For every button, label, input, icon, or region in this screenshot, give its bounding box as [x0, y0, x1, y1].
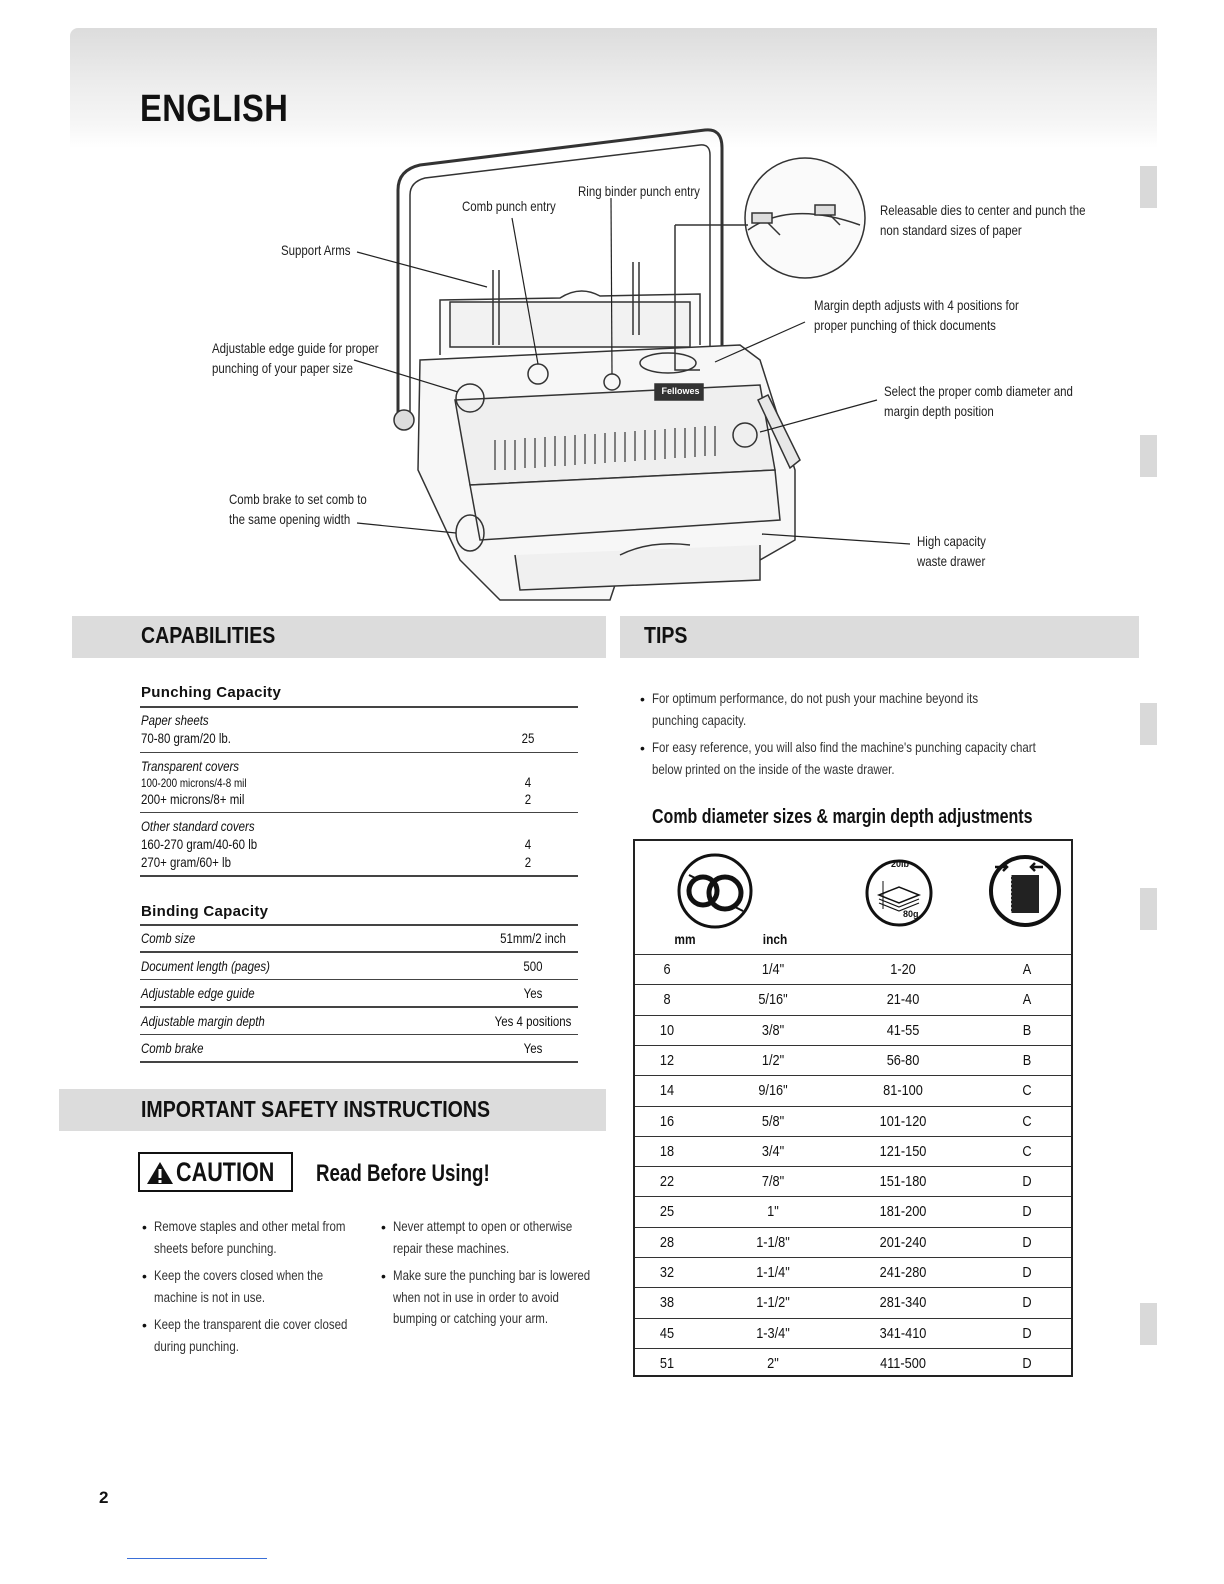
cell-inch: 1-3/4": [756, 1324, 790, 1342]
bullet-text: Make sure the punching bar is lowered: [393, 1267, 591, 1283]
table-row: [635, 1227, 1071, 1258]
cell-mm: 32: [659, 1264, 675, 1281]
divider: [140, 1006, 578, 1008]
bullet-text: sheets before punching.: [154, 1239, 277, 1256]
bullet-text: Never attempt to open or otherwise: [393, 1218, 573, 1234]
cell-inch: 1-1/2": [756, 1294, 790, 1312]
cell-sheets: 341-410: [879, 1324, 927, 1342]
bullet-icon: •: [142, 1219, 147, 1235]
paper-sheets-label: Paper sheets: [141, 712, 209, 728]
cell-sheets: 21-40: [886, 991, 920, 1009]
cell-pos: C: [1022, 1082, 1032, 1100]
binding-row-label: Adjustable edge guide: [141, 985, 255, 1001]
table-row: [635, 1348, 1071, 1379]
callout-waste-drawer: High capacity waste drawer: [917, 533, 986, 569]
callout-ring-binder-punch-entry: Ring binder punch entry: [578, 183, 700, 199]
tips-bar: [620, 616, 1139, 658]
divider: [140, 706, 578, 708]
cell-inch: 5/16": [758, 991, 788, 1009]
cell-pos: D: [1022, 1233, 1032, 1251]
bullet-text: bumping or catching your arm.: [393, 1310, 549, 1326]
binding-row-value: Yes: [523, 985, 543, 1001]
bullet-text: punching capacity.: [652, 711, 747, 728]
transparent-spec-1: 100-200 microns/4-8 mil: [141, 776, 247, 790]
table-row: [635, 1106, 1071, 1137]
cell-sheets: 151-180: [879, 1173, 927, 1191]
cell-sheets: 101-120: [879, 1112, 927, 1130]
callout-select-comb: Select the proper comb diameter and margin depth position: [884, 383, 1073, 419]
binding-row-value: 500: [523, 957, 543, 974]
cell-pos: B: [1022, 1051, 1032, 1069]
cell-sheets: 41-55: [886, 1021, 920, 1039]
cell-sheets: 411-500: [880, 1354, 926, 1372]
cell-inch: 1/2": [761, 1051, 785, 1069]
paper-sheets-value: 25: [521, 730, 535, 746]
table-row: [635, 1136, 1071, 1167]
side-tab: [1140, 703, 1157, 745]
comb-table-title: Comb diameter sizes & margin depth adjustments: [652, 806, 1033, 828]
other-covers-label: Other standard covers: [141, 818, 255, 834]
cell-sheets: 56-80: [886, 1051, 920, 1069]
paper-weight-top: 20lb: [891, 859, 910, 869]
col-inch: inch: [762, 931, 788, 947]
cell-inch: 1-1/8": [756, 1233, 790, 1251]
brand-plate: Fellowes: [661, 386, 700, 396]
bullet-icon: •: [640, 740, 645, 756]
binding-capacity-heading: Binding Capacity: [141, 903, 269, 920]
transparent-spec-2: 200+ microns/8+ mil: [141, 791, 245, 807]
bullet-text: machine is not in use.: [154, 1288, 266, 1305]
margin-depth-icon: [985, 853, 1065, 933]
table-row: [635, 984, 1071, 1015]
bullet-text: below printed on the inside of the waste drawer.: [652, 760, 895, 777]
cell-sheets: 201-240: [879, 1233, 927, 1251]
safety-title: IMPORTANT SAFETY INSTRUCTIONS: [141, 1096, 491, 1122]
binding-row-label: Adjustable margin depth: [141, 1012, 265, 1029]
comb-diameter-icon: [675, 851, 755, 931]
cell-sheets: 241-280: [879, 1264, 927, 1281]
bullet-text: when not in use in order to avoid: [393, 1288, 559, 1305]
cell-sheets: 1-20: [890, 961, 916, 978]
divider: [140, 1034, 578, 1036]
cell-inch: 3/8": [761, 1021, 785, 1039]
side-tab: [1140, 888, 1157, 930]
cell-pos: D: [1022, 1354, 1032, 1372]
bullet-icon: •: [381, 1219, 386, 1235]
paper-sheets-spec: 70-80 gram/20 lb.: [141, 730, 231, 746]
cell-mm: 18: [659, 1142, 675, 1160]
binding-row-value: 51mm/2 inch: [500, 930, 566, 946]
cell-pos: A: [1022, 991, 1032, 1009]
cell-pos: D: [1022, 1264, 1032, 1281]
capabilities-title: CAPABILITIES: [141, 622, 276, 648]
cell-inch: 9/16": [758, 1082, 788, 1100]
cell-sheets: 81-100: [883, 1082, 923, 1100]
bullet-text: Remove staples and other metal from: [154, 1218, 346, 1234]
binding-machine-illustration: [0, 0, 1224, 610]
cell-mm: 45: [659, 1324, 675, 1342]
page-number: 2: [99, 1488, 109, 1507]
bullet-icon: •: [142, 1268, 147, 1284]
cell-mm: 38: [659, 1294, 675, 1312]
cell-inch: 7/8": [761, 1173, 785, 1191]
cell-mm: 14: [659, 1082, 675, 1100]
bullet-icon: •: [142, 1317, 147, 1333]
cell-mm: 25: [659, 1203, 675, 1221]
transparent-value-1: 4: [524, 774, 532, 790]
table-row: [635, 1045, 1071, 1076]
callout-releasable-dies: Releasable dies to center and punch the non standard sizes of paper: [880, 202, 1086, 238]
bullet-text: repair these machines.: [393, 1239, 510, 1256]
cell-inch: 1-1/4": [756, 1264, 790, 1281]
other-value-2: 2: [524, 854, 532, 870]
cell-sheets: 281-340: [879, 1294, 927, 1312]
divider: [140, 951, 578, 953]
col-mm: mm: [674, 931, 696, 947]
other-value-1: 4: [524, 836, 532, 852]
bullet-icon: •: [381, 1268, 386, 1284]
language-title: ENGLISH: [140, 88, 289, 130]
cell-pos: D: [1022, 1324, 1032, 1342]
punching-capacity-heading: Punching Capacity: [141, 684, 282, 701]
transparent-value-2: 2: [524, 791, 532, 807]
caution-label: CAUTION: [138, 1152, 293, 1192]
cell-mm: 16: [659, 1112, 675, 1130]
bullet-text: For easy reference, you will also find the machine's punching capacity chart: [652, 739, 1036, 755]
callout-comb-punch-entry: Comb punch entry: [462, 198, 556, 214]
cell-mm: 28: [659, 1233, 675, 1251]
cell-pos: C: [1022, 1112, 1032, 1130]
table-row: [635, 1318, 1071, 1349]
bullet-text: during punching.: [154, 1337, 239, 1354]
callout-support-arms: Support Arms: [281, 242, 351, 258]
other-spec-1: 160-270 gram/40-60 lb: [141, 836, 258, 852]
divider: [140, 979, 578, 981]
binding-row-value: Yes: [523, 1040, 543, 1056]
binding-row-label: Comb brake: [141, 1040, 204, 1056]
comb-size-table: [633, 839, 1073, 1377]
bullet-text: Keep the covers closed when the: [154, 1267, 324, 1283]
callout-margin-depth: Margin depth adjusts with 4 positions for proper punching of thick documents: [814, 297, 1019, 333]
warning-triangle-icon: [146, 1161, 174, 1185]
cell-mm: 12: [659, 1051, 675, 1069]
cell-inch: 1/4": [761, 961, 785, 978]
callout-edge-guide: Adjustable edge guide for proper punching of your paper size: [212, 340, 379, 376]
bullet-icon: •: [640, 691, 645, 707]
cell-inch: 1": [767, 1203, 779, 1221]
table-row: [635, 1015, 1071, 1046]
cell-pos: A: [1022, 961, 1032, 978]
cell-pos: D: [1022, 1173, 1032, 1191]
footer-link-line: [127, 1558, 267, 1559]
cell-inch: 2": [767, 1354, 779, 1372]
cell-inch: 3/4": [761, 1142, 785, 1160]
tips-title: TIPS: [644, 622, 688, 648]
side-tab: [1140, 1303, 1157, 1345]
cell-mm: 6: [663, 961, 671, 978]
divider: [140, 1061, 578, 1063]
cell-mm: 22: [659, 1173, 675, 1191]
cell-mm: 8: [663, 991, 671, 1009]
cell-pos: D: [1022, 1294, 1032, 1312]
cell-pos: C: [1022, 1142, 1032, 1160]
other-spec-2: 270+ gram/60+ lb: [141, 854, 231, 870]
transparent-covers-label: Transparent covers: [141, 758, 240, 774]
callout-comb-brake: Comb brake to set comb to the same opening width: [229, 491, 367, 527]
table-row: [635, 1257, 1071, 1288]
divider: [140, 924, 578, 926]
bullet-text: For optimum performance, do not push your machine beyond its: [652, 690, 979, 706]
read-before-using: Read Before Using!: [316, 1160, 490, 1187]
binding-row-label: Document length (pages): [141, 957, 270, 974]
table-row: [635, 1196, 1071, 1227]
cell-mm: 51: [659, 1354, 675, 1372]
table-row: [635, 1075, 1071, 1106]
cell-pos: D: [1022, 1203, 1032, 1221]
cell-inch: 5/8": [761, 1112, 785, 1130]
table-row: [635, 1287, 1071, 1318]
binding-row-value: Yes 4 positions: [494, 1012, 572, 1029]
cell-sheets: 181-200: [879, 1203, 927, 1221]
cell-pos: B: [1022, 1021, 1032, 1039]
cell-sheets: 121-150: [879, 1142, 927, 1160]
table-row: [635, 1166, 1071, 1197]
cell-mm: 10: [659, 1021, 675, 1039]
binding-row-label: Comb size: [141, 930, 196, 946]
paper-weight-bottom: 80g: [903, 909, 919, 919]
divider: [140, 752, 578, 753]
table-row: [635, 954, 1071, 985]
divider: [140, 812, 578, 813]
bullet-text: Keep the transparent die cover closed: [154, 1316, 348, 1332]
divider: [140, 875, 578, 877]
